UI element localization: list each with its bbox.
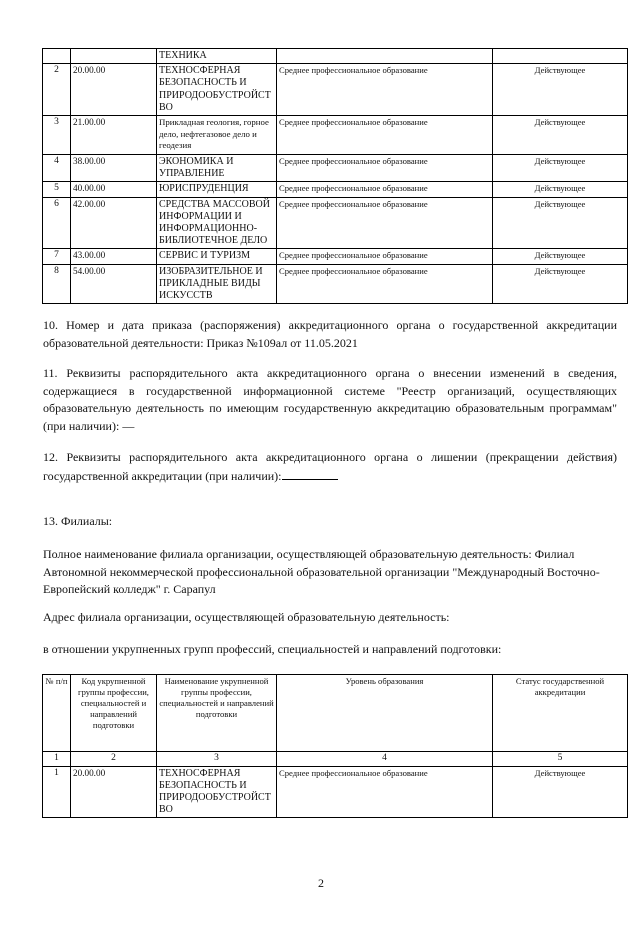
group-name: ТЕХНОСФЕРНАЯ БЕЗОПАСНОСТЬ И ПРИРОДООБУСТРОЙСТ ВО <box>157 766 277 818</box>
column-index: 3 <box>157 752 277 767</box>
table-row <box>43 249 628 264</box>
row-number: 2 <box>43 64 71 116</box>
education-level: Среднее профессиональное образование <box>277 197 493 249</box>
accreditation-status: Действующее <box>493 116 628 155</box>
accreditation-status: Действующее <box>493 182 628 197</box>
education-level: Среднее профессиональное образование <box>277 182 493 197</box>
row-number: 3 <box>43 116 71 155</box>
accreditation-status <box>493 49 628 64</box>
table-row <box>43 766 628 818</box>
accreditation-status: Действующее <box>493 249 628 264</box>
blank-line <box>282 467 338 480</box>
group-name: СРЕДСТВА МАССОВОЙ ИНФОРМАЦИИ И ИНФОРМАЦИОННО-БИБЛИОТЕЧНОЕ ДЕЛО <box>157 197 277 249</box>
group-name: Прикладная геология, горное дело, нефтегазовое дело и геодезия <box>157 116 277 155</box>
accreditation-status: Действующее <box>493 64 628 116</box>
section-12-text: 12. Реквизиты распорядительного акта аккредитационного органа о лишении (прекращении действия) государственной аккредитации (при наличии): <box>43 450 617 483</box>
header-number: № п/п <box>43 675 71 752</box>
column-index: 4 <box>277 752 493 767</box>
column-index: 2 <box>71 752 157 767</box>
column-index: 5 <box>493 752 628 767</box>
education-level: Среднее профессиональное образование <box>277 264 493 304</box>
group-code: 54.00.00 <box>71 264 157 304</box>
branch-address: Адрес филиала организации, осуществляющей образовательную деятельность: <box>43 610 450 624</box>
section-10-accreditation-order: 10. Номер и дата приказа (распоряжения) аккредитационного органа о государственной аккредитации образовательной деятельности: Приказ №109ал от 11.05.2021 <box>43 318 617 350</box>
education-level <box>277 49 493 64</box>
table-row <box>43 64 628 116</box>
accreditation-status: Действующее <box>493 197 628 249</box>
accreditation-status: Действующее <box>493 766 628 818</box>
row-number <box>43 49 71 64</box>
row-number: 5 <box>43 182 71 197</box>
group-code: 42.00.00 <box>71 197 157 249</box>
group-name: ТЕХНОСФЕРНАЯ БЕЗОПАСНОСТЬ И ПРИРОДООБУСТРОЙСТ ВО <box>157 64 277 116</box>
section-13-branches-heading: 13. Филиалы: <box>43 514 113 528</box>
group-name: ЭКОНОМИКА И УПРАВЛЕНИЕ <box>157 155 277 182</box>
education-level: Среднее профессиональное образование <box>277 155 493 182</box>
section-11-change-act: 11. Реквизиты распорядительного акта аккредитационного органа о внесении изменений в сведения, содержащиеся в государственной информационной системе "Реестр организаций, осуществляющих образовательную деятельность по имеющим государственную аккредитацию образовательным программам" (при наличии): — <box>43 366 617 433</box>
column-index: 1 <box>43 752 71 767</box>
branch-full-name: Полное наименование филиала организации, осуществляющей образовательную деятельность: Филиал Автономной некоммерческой профессиональной образовательной организации "Международный Восточно-Европейский колледж" г. Сарапул <box>43 547 600 596</box>
group-code: 40.00.00 <box>71 182 157 197</box>
group-name: ТЕХНИКА <box>157 49 277 64</box>
table-row <box>43 116 628 155</box>
accreditation-status: Действующее <box>493 264 628 304</box>
accreditation-groups-table <box>42 48 628 304</box>
table-row <box>43 182 628 197</box>
education-level: Среднее профессиональное образование <box>277 116 493 155</box>
group-name: СЕРВИС И ТУРИЗМ <box>157 249 277 264</box>
education-level: Среднее профессиональное образование <box>277 249 493 264</box>
groups-intro: в отношении укрупненных групп профессий, специальностей и направлений подготовки: <box>43 642 502 656</box>
table-header-row <box>43 675 628 752</box>
row-number: 1 <box>43 766 71 818</box>
group-code <box>71 49 157 64</box>
group-name: ЮРИСПРУДЕНЦИЯ <box>157 182 277 197</box>
header-name: Наименование укрупненной группы профессии, специальностей и направлений подготовки <box>157 675 277 752</box>
table-row <box>43 155 628 182</box>
group-code: 20.00.00 <box>71 64 157 116</box>
row-number: 6 <box>43 197 71 249</box>
row-number: 7 <box>43 249 71 264</box>
table-row <box>43 197 628 249</box>
table-row <box>43 264 628 304</box>
table-row <box>43 49 628 64</box>
header-status: Статус государственной аккредитации <box>493 675 628 752</box>
header-level: Уровень образования <box>277 675 493 752</box>
accreditation-status: Действующее <box>493 155 628 182</box>
branch-groups-table <box>42 674 628 818</box>
group-code: 20.00.00 <box>71 766 157 818</box>
row-number: 8 <box>43 264 71 304</box>
section-12-revocation-act <box>43 449 617 485</box>
group-code: 21.00.00 <box>71 116 157 155</box>
group-code: 43.00.00 <box>71 249 157 264</box>
page-number: 2 <box>318 876 324 890</box>
education-level: Среднее профессиональное образование <box>277 64 493 116</box>
group-code: 38.00.00 <box>71 155 157 182</box>
column-index-row <box>43 752 628 767</box>
group-name: ИЗОБРАЗИТЕЛЬНОЕ И ПРИКЛАДНЫЕ ВИДЫ ИСКУССТВ <box>157 264 277 304</box>
header-code: Код укрупненной группы профессии, специальностей и направлений подготовки <box>71 675 157 752</box>
education-level: Среднее профессиональное образование <box>277 766 493 818</box>
row-number: 4 <box>43 155 71 182</box>
